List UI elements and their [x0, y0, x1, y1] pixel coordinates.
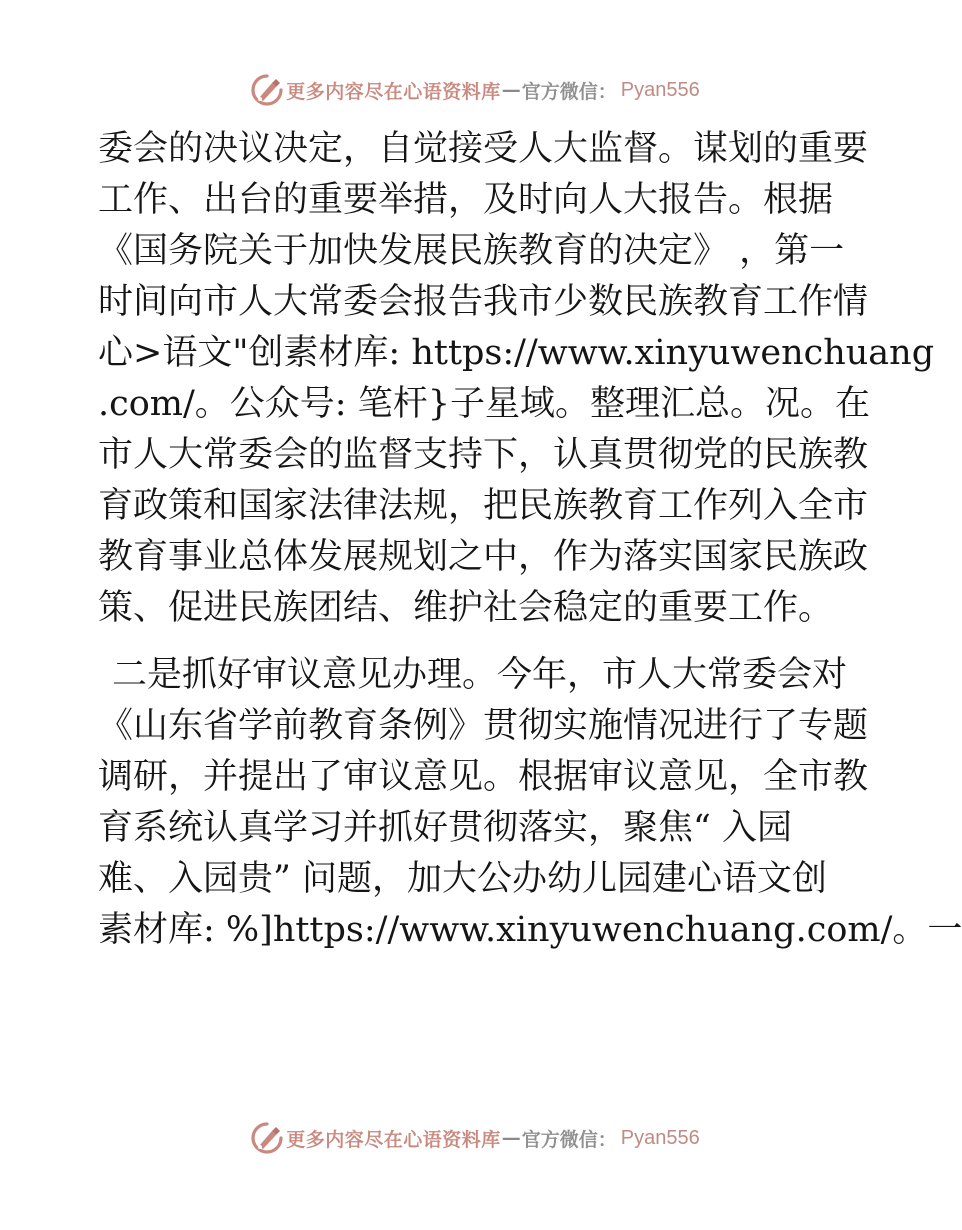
text-line: 工作、出台的重要举措，及时向人大报告。根据	[98, 180, 834, 220]
text-line: 调研，并提出了审议意见。根据审议意见，全市教	[98, 757, 869, 797]
watermark-colon: ：	[597, 1128, 617, 1151]
watermark-separator: —	[501, 79, 521, 101]
watermark-header	[0, 70, 950, 110]
text-line: 二是抓好审议意见办理。今年，市人大常委会对	[112, 655, 848, 695]
watermark-separator: —	[501, 1127, 521, 1149]
watermark-handle: Pyan556	[620, 1126, 700, 1149]
pen-logo-icon	[250, 73, 284, 107]
watermark-colon: ：	[597, 80, 617, 103]
text-line: 《国务院关于加快发展民族教育的决定》 ，第一	[98, 231, 845, 271]
text-line: 育系统认真学习并抓好贯彻落实，聚焦“ 入园	[98, 808, 793, 848]
watermark-sub-text: 官方微信	[521, 1128, 598, 1151]
text-line: 育政策和国家法律法规，把民族教育工作列入全市	[98, 486, 869, 526]
text-line: 素材库: %]https://www.xinyuwenchuang.com/。一	[98, 910, 962, 950]
text-line: 《山东省学前教育条例》贯彻实施情况进行了专题	[98, 706, 869, 746]
watermark-handle: Pyan556	[620, 78, 700, 101]
text-line: 教育事业总体发展规划之中，作为落实国家民族政	[98, 537, 869, 577]
pen-logo-icon	[250, 1121, 284, 1155]
watermark-footer	[0, 1118, 950, 1158]
text-line: .com/。公众号: 笔杆}子星域。整理汇总。况。在	[98, 384, 870, 424]
text-line: 难、入园贵” 问题，加大公办幼儿园建心语文创	[98, 859, 828, 899]
text-line: 时间向市人大常委会报告我市少数民族教育工作情	[98, 282, 869, 322]
text-line: 策、促进民族团结、维护社会稳定的重要工作。	[98, 588, 834, 628]
text-line: 心>语文"创素材库: https://www.xinyuwenchuang	[98, 333, 935, 373]
document-body	[98, 124, 962, 956]
watermark-main-text: 更多内容尽在心语资料库	[286, 80, 501, 103]
text-line: 市人大常委会的监督支持下，认真贯彻党的民族教	[98, 435, 869, 475]
watermark-main-text: 更多内容尽在心语资料库	[286, 1128, 501, 1151]
watermark-sub-text: 官方微信	[521, 80, 598, 103]
text-line: 委会的决议决定，自觉接受人大监督。谋划的重要	[98, 129, 869, 169]
